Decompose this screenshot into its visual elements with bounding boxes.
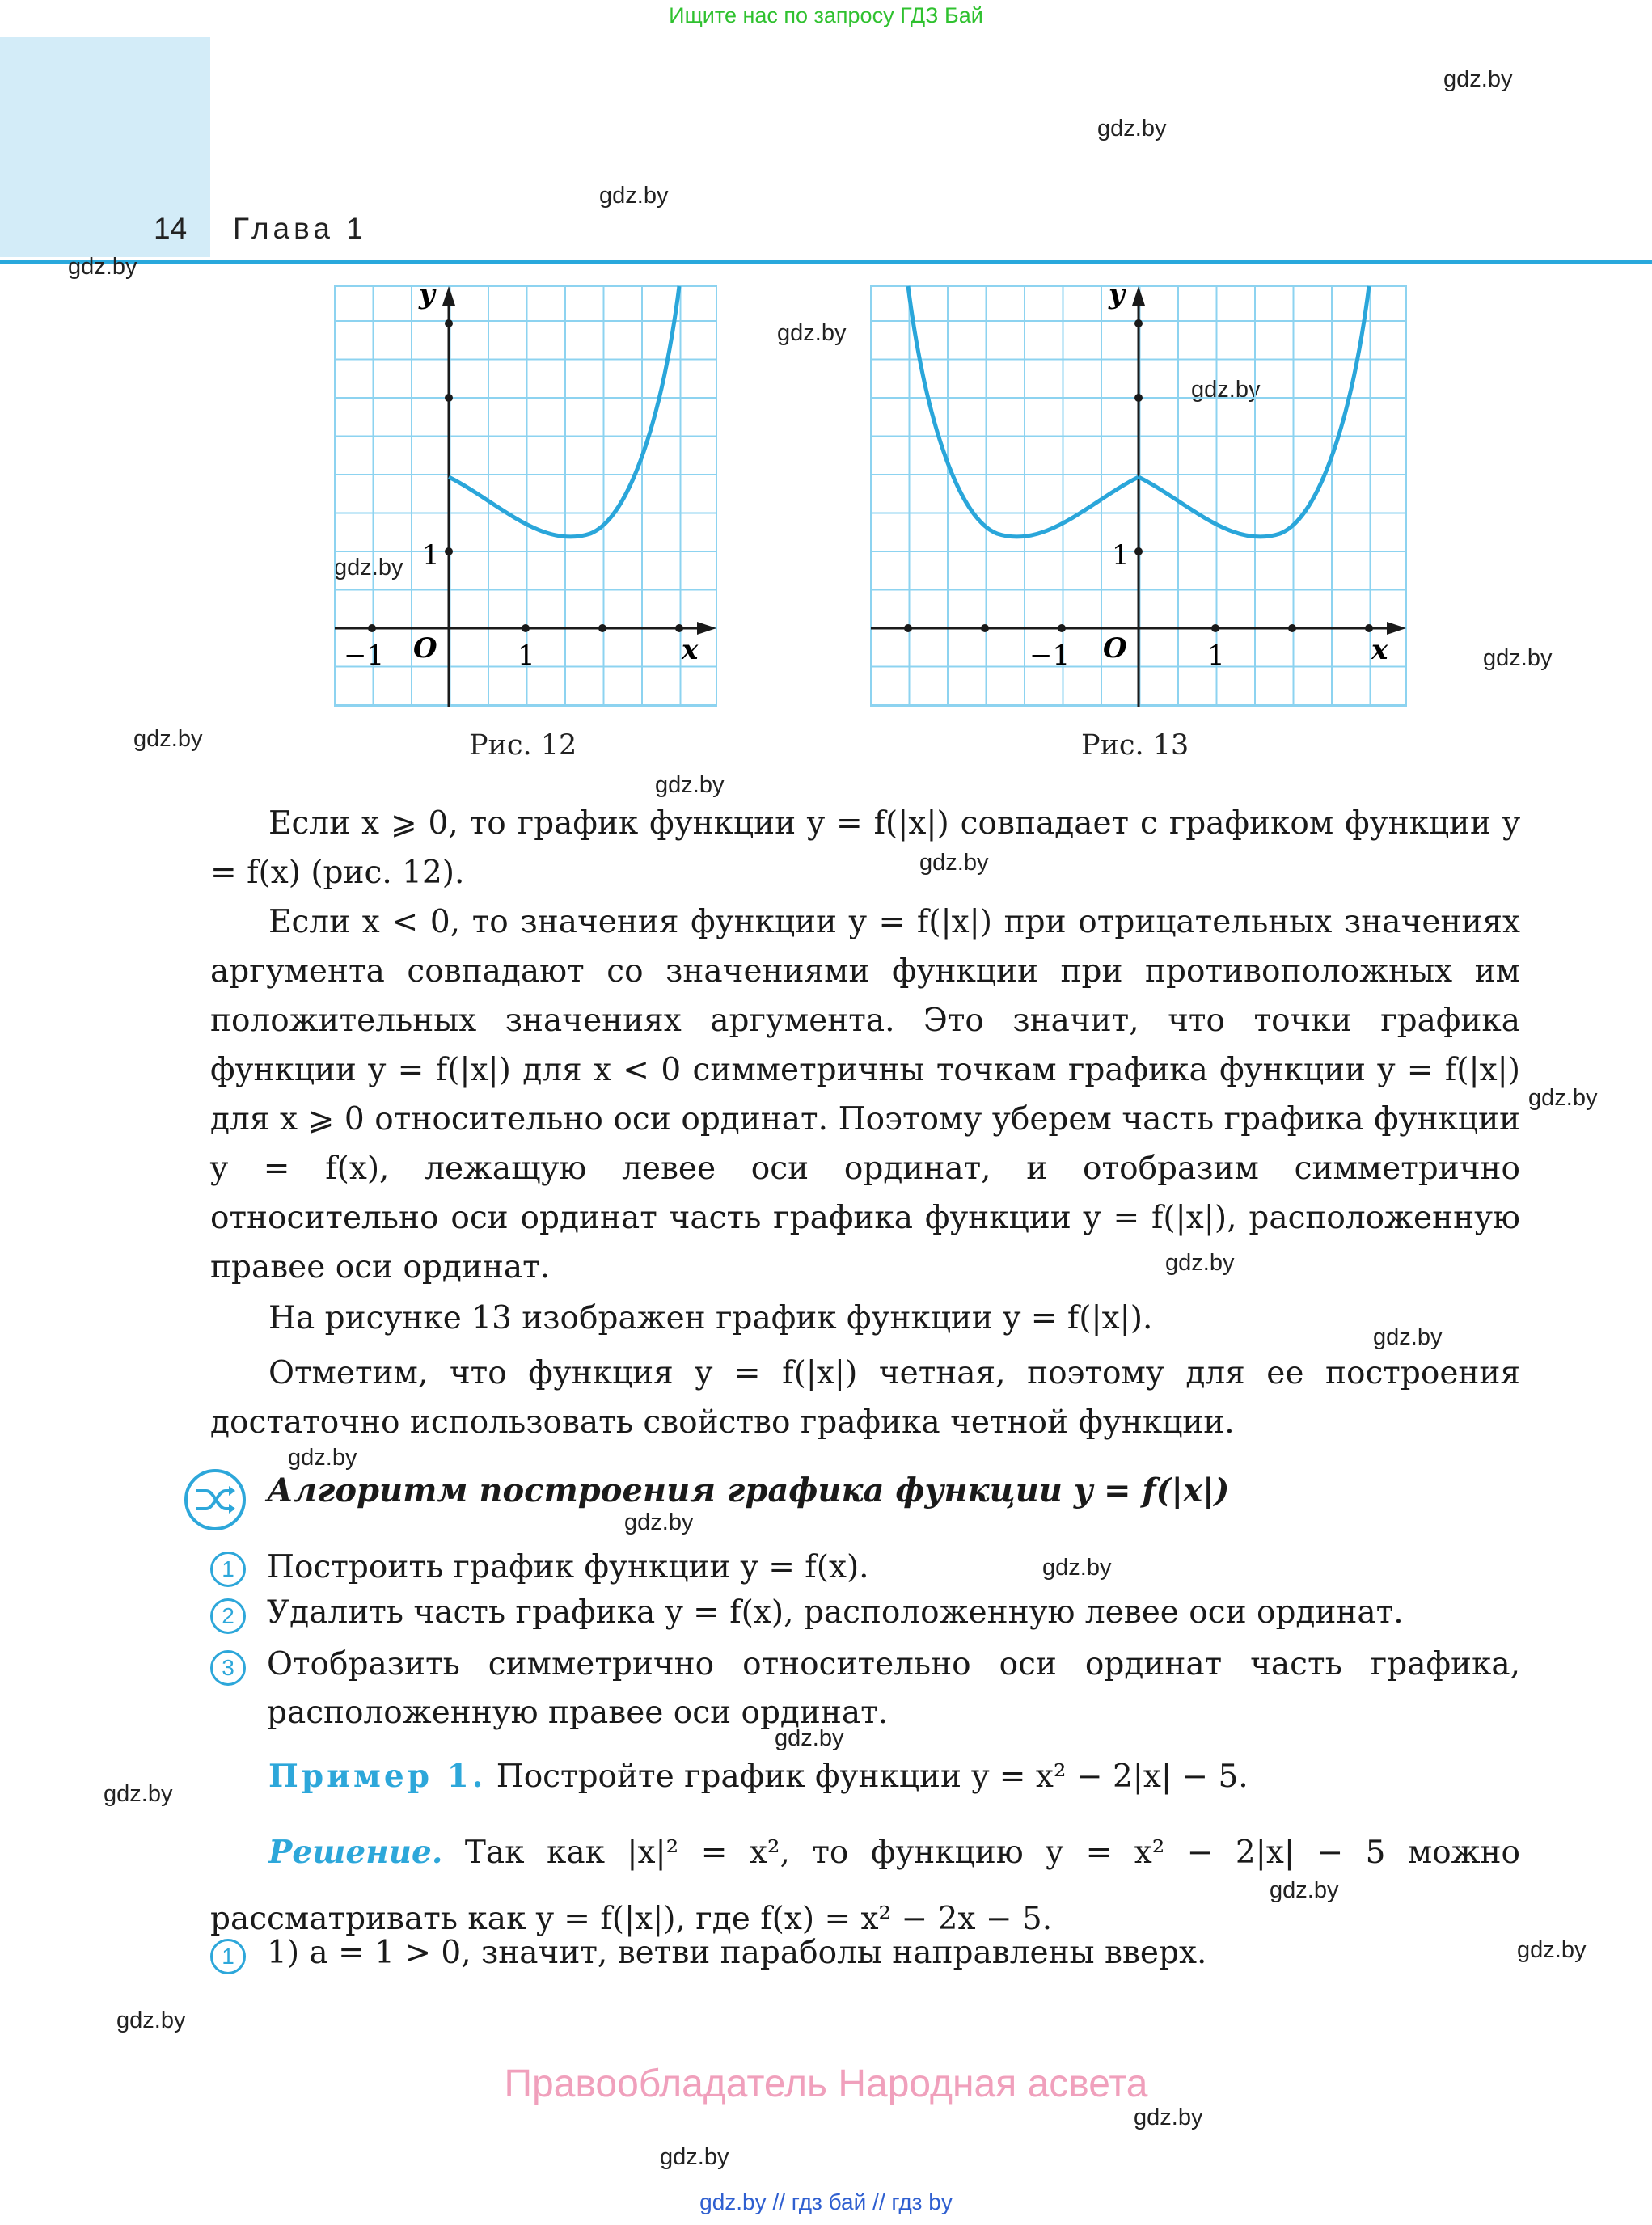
watermark: gdz.by [919, 850, 989, 876]
tick-dot [675, 624, 683, 632]
watermark: gdz.by [624, 1509, 694, 1535]
watermark: gdz.by [133, 726, 203, 752]
origin-label: O [413, 632, 437, 665]
y-axis-arrow [1132, 286, 1145, 306]
watermark: gdz.by [288, 1445, 357, 1471]
tick-dot [1134, 394, 1143, 402]
paragraph-3: На рисунке 13 изображен график функции y = f(|x|). [268, 1300, 1153, 1336]
tick-dot [445, 547, 453, 555]
tick-label-x-neg: −1 [1029, 640, 1071, 672]
figure-13-graph [860, 275, 1418, 711]
y-axis-arrow [442, 286, 455, 306]
tick-dot [1134, 319, 1143, 327]
tick-dot [368, 624, 376, 632]
tick-dot [1134, 547, 1143, 555]
tick-label-y: 1 [422, 539, 440, 572]
watermark: gdz.by [1483, 645, 1553, 671]
step-number-icon: 3 [210, 1650, 246, 1686]
shuffle-icon [182, 1467, 248, 1533]
algorithm-step: Удалить часть графика y = f(x), расположенную левее оси ординат. [267, 1594, 1404, 1631]
watermark: gdz.by [1165, 1250, 1235, 1276]
watermark: gdz.by [660, 2144, 729, 2170]
page-number: 14 [154, 212, 188, 245]
watermark: gdz.by [655, 772, 725, 798]
x-axis-arrow [1387, 622, 1406, 635]
x-axis-label: x [682, 634, 699, 666]
origin-label: O [1103, 632, 1127, 665]
paragraph-4: Отметим, что функция y = f(|x|) четная, поэтому для ее построения достаточно использовать свойство графика четной функции. [210, 1355, 1520, 1441]
y-axis-label: y [1109, 278, 1125, 310]
watermark: gdz.by [116, 2008, 186, 2033]
tick-label-y: 1 [1112, 539, 1130, 572]
top-search-link[interactable]: Ищите нас по запросу ГДЗ Бай [669, 3, 983, 27]
algorithm-step: Отобразить симметрично относительно оси ординат часть графика, расположенную правее оси ординат. [267, 1646, 1520, 1731]
watermark: gdz.by [1517, 1937, 1587, 1963]
tick-dot [522, 624, 530, 632]
watermark: gdz.by [1528, 1085, 1598, 1111]
footer-links[interactable]: gdz.by // гдз бай // гдз by [699, 2189, 953, 2214]
tick-dot [1211, 624, 1219, 632]
tick-dot [1365, 624, 1373, 632]
tick-dot [445, 319, 453, 327]
watermark: gdz.by [1373, 1324, 1443, 1350]
tick-dot [981, 624, 989, 632]
paragraph-1: Если x ⩾ 0, то график функции y = f(|x|) совпадает с графиком функции y = f(x) (рис. 12). [210, 805, 1520, 891]
figure-13-caption: Рис. 13 [1081, 729, 1189, 762]
watermark: gdz.by [1443, 66, 1513, 92]
chapter-title: Глава 1 [233, 212, 367, 245]
watermark: gdz.by [68, 254, 137, 280]
example [210, 1752, 1520, 1801]
step-number-icon: 1 [210, 1939, 246, 1974]
watermark: gdz.by [777, 320, 847, 346]
header-rule [0, 260, 1652, 264]
algorithm-title: Алгоритм построения графика функции y = f(|x|) [267, 1471, 1230, 1509]
tick-dot [904, 624, 912, 632]
y-axis-label: y [419, 278, 435, 310]
tick-label-x-pos: 1 [1207, 640, 1225, 672]
step-number-icon: 2 [210, 1598, 246, 1634]
step-number-icon: 1 [210, 1552, 246, 1587]
watermark: gdz.by [599, 183, 669, 209]
tick-label-x-neg: −1 [344, 640, 385, 672]
x-axis-arrow [697, 622, 716, 635]
watermark: gdz.by [104, 1781, 173, 1807]
copyright-notice: Правообладатель Народная асвета [504, 2062, 1148, 2105]
tick-label-x-pos: 1 [518, 640, 535, 672]
paragraph-2: Если x < 0, то значения функции y = f(|x|) при отрицательных значениях аргумента совпадают со значениями функции при противоположных им положительных значениях аргумента. Это значит, что точки графика функции y = f(|x|) для x < 0 симметричны точкам графика функции y = f(|x|) для x ⩾ 0 относительно оси ординат. Поэтому уберем часть графика функции y = f(x), лежащую левее оси ординат, и отобразим симметрично относительно оси ординат часть графика функции y = f(|x|), расположенную правее оси ординат. [210, 904, 1520, 1286]
x-axis-label: x [1371, 634, 1388, 666]
watermark: gdz.by [1191, 377, 1261, 403]
watermark: gdz.by [334, 555, 403, 581]
watermark: gdz.by [775, 1725, 844, 1751]
tick-dot [445, 394, 453, 402]
solution-step: 1) a = 1 > 0, значит, ветви параболы направлены вверх. [267, 1935, 1207, 1971]
watermark: gdz.by [1097, 116, 1167, 141]
watermark: gdz.by [1042, 1555, 1112, 1581]
function-curve [449, 286, 679, 537]
figure-12-graph [323, 275, 736, 711]
tick-dot [1288, 624, 1296, 632]
tick-dot [598, 624, 606, 632]
algorithm-step: Построить график функции y = f(x). [267, 1549, 869, 1585]
figure-12-caption: Рис. 12 [469, 729, 577, 762]
solution-label: Решение. [268, 1834, 443, 1871]
example-text: Постройте график функции y = x² − 2|x| − 5. [496, 1758, 1249, 1795]
solution-text: Так как |x|² = x², то функцию y = x² − 2|x| − 5 можно рассматривать как y = f(|x|), где f(x) = x² − 2x − 5. [210, 1834, 1520, 1937]
example-label: Пример 1. [268, 1758, 487, 1795]
watermark: gdz.by [1270, 1877, 1339, 1903]
watermark: gdz.by [1134, 2105, 1203, 2130]
tick-dot [1058, 624, 1066, 632]
